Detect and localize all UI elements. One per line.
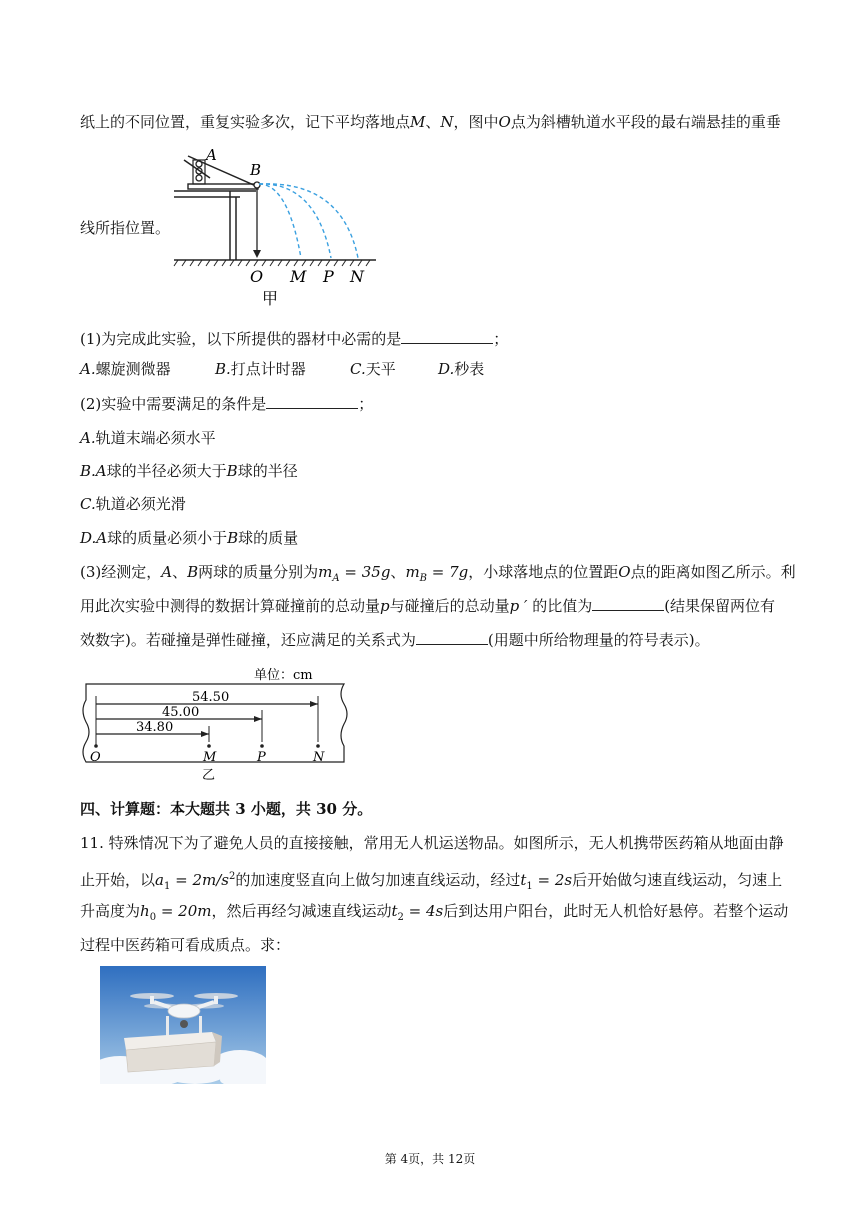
text: 11. 特殊情况下为了避免人员的直接接触，常用无人机运送物品。如图所示，无人机携带医药箱从地面由静: [80, 834, 784, 852]
question-3-line-1: (3)经测定，A、B两球的质量分别为$m_A = 35g$、$m_B = 7g$，小球落地点的位置距O点的距离如图乙所示。利: [80, 563, 796, 584]
sub: 1: [526, 881, 533, 892]
option-text: 打点计时器: [230, 360, 306, 378]
label-n: N: [313, 750, 325, 765]
option-d[interactable]: [438, 360, 484, 378]
text: 过程中医药箱可看成质点。求：: [80, 936, 291, 954]
page-number: 第 4页，共 12页: [384, 1152, 476, 1166]
question-2-option-b[interactable]: [80, 461, 298, 481]
var-a1: a: [155, 871, 164, 889]
text: 线所指位置。: [80, 219, 171, 237]
label-o: O: [250, 267, 264, 286]
value: = 35g: [339, 563, 391, 581]
text: 后到达用户阳台，此时无人机恰好悬停。若整个运动: [443, 902, 789, 920]
var-mb: m: [405, 563, 420, 581]
value: = 20m: [156, 902, 212, 920]
text: 后开始做匀速直线运动，匀速上: [572, 871, 783, 889]
distance-n: 54.50: [192, 690, 230, 705]
question-1: [80, 329, 508, 349]
text: 升高度为: [80, 902, 141, 920]
option-text: 球的质量: [238, 529, 299, 547]
figure-caption: 乙: [202, 768, 216, 783]
sub: B: [419, 573, 428, 584]
question-3-line-2: [80, 596, 775, 616]
label-n: N: [350, 267, 364, 286]
var-o: O: [498, 113, 511, 131]
answer-blank[interactable]: [592, 596, 664, 611]
label-a: A: [206, 148, 217, 164]
text: 的加速度竖直向上做匀加速直线运动，经过: [235, 871, 521, 889]
var: B: [226, 462, 238, 480]
text: ，然后再经匀减速直线运动: [211, 902, 392, 920]
option-letter: C.: [350, 360, 366, 378]
question-text: (1)为完成此实验，以下所提供的器材中必需的是: [80, 330, 402, 348]
sup: 2: [228, 871, 236, 882]
text: 点为斜槽轨道水平段的最右端悬挂的重垂: [510, 113, 781, 131]
unit-label: 单位：cm: [254, 668, 313, 683]
label-m: M: [290, 267, 307, 286]
option-letter: D.: [438, 360, 455, 378]
option-a[interactable]: [80, 359, 215, 379]
figure-measurement: [76, 664, 356, 784]
label-p: P: [323, 267, 334, 286]
text: 纸上的不同位置，重复实验多次，记下平均落地点: [80, 113, 411, 131]
value: = 7g: [427, 563, 469, 581]
text: 效数字)。若碰撞是弹性碰撞，还应满足的关系式为: [80, 631, 416, 649]
var-ma: m: [318, 563, 333, 581]
option-b[interactable]: [215, 359, 350, 379]
text: ，小球落地点的位置距: [468, 563, 619, 581]
figure-apparatus: [170, 148, 380, 308]
intro-line-1: [80, 112, 781, 132]
var-m: M: [410, 113, 426, 131]
question-2-option-c[interactable]: [80, 494, 186, 514]
var: A: [96, 529, 108, 547]
drone-photo: [100, 966, 266, 1084]
label-o: O: [90, 750, 101, 765]
answer-blank[interactable]: [401, 329, 493, 344]
option-text: 轨道必须光滑: [95, 495, 186, 513]
var: A: [161, 563, 173, 581]
var-n: N: [440, 113, 454, 131]
question-11-line-4: [80, 935, 290, 955]
option-text: 轨道末端必须水平: [95, 429, 216, 447]
option-letter: B.: [215, 360, 231, 378]
value: = 2s: [532, 871, 573, 889]
option-letter: A.: [80, 360, 96, 378]
var-h0: h: [140, 902, 150, 920]
option-text: 秒表: [454, 360, 485, 378]
text: 、: [425, 113, 441, 131]
var-p-prime: p ′: [509, 597, 528, 615]
sub: A: [332, 573, 340, 584]
text: (结果保留两位有: [664, 597, 776, 615]
question-11-line-3: [80, 901, 788, 928]
question-2: [80, 394, 373, 414]
option-text: 球的半径必须大于: [106, 462, 227, 480]
option-text: 天平: [365, 360, 396, 378]
text: (用题中所给物理量的符号表示)。: [487, 631, 710, 649]
figure-caption: 甲: [262, 289, 279, 308]
label-p: P: [257, 750, 266, 765]
question-11-line-1: [80, 833, 784, 853]
text: 止开始，以: [80, 871, 156, 889]
var: O: [618, 563, 631, 581]
text: 用此次实验中测得的数据计算碰撞前的总动量: [80, 597, 381, 615]
option-letter: D.: [80, 529, 97, 547]
option-text: 球的质量必须小于: [107, 529, 228, 547]
text: ；: [358, 395, 374, 413]
intro-line-2: [80, 218, 170, 238]
answer-blank[interactable]: [266, 394, 358, 409]
section-title: [80, 799, 372, 819]
page-footer: [0, 1150, 860, 1167]
text: 点的距离如图乙所示。利: [630, 563, 796, 581]
var: B: [227, 529, 239, 547]
distance-p: 45.00: [162, 705, 200, 720]
sub: 0: [149, 912, 157, 923]
var: B: [187, 563, 199, 581]
text: 两球的质量分别为: [198, 563, 319, 581]
value: = 2m/s: [170, 871, 229, 889]
option-letter: C.: [80, 495, 96, 513]
sub: 2: [397, 912, 404, 923]
question-11-line-2: [80, 867, 782, 897]
var-t2: t: [391, 902, 398, 920]
answer-blank[interactable]: [416, 630, 488, 645]
label-m: M: [203, 750, 217, 765]
text: 四、计算题：本大题共 3 小题，共 30 分。: [80, 800, 373, 818]
question-2-option-a[interactable]: [80, 428, 216, 448]
question-text: (2)实验中需要满足的条件是: [80, 395, 267, 413]
option-text: 螺旋测微器: [95, 360, 171, 378]
question-2-option-d[interactable]: [80, 528, 298, 548]
label-b: B: [250, 161, 262, 179]
text: (3)经测定，: [80, 563, 162, 581]
option-letter: B.: [80, 462, 96, 480]
text: ，图中: [453, 113, 499, 131]
var-t1: t: [520, 871, 527, 889]
text: 与碰撞后的总动量: [389, 597, 510, 615]
value: = 4s: [403, 902, 444, 920]
text: ；: [493, 330, 509, 348]
distance-m: 34.80: [136, 720, 174, 735]
option-c[interactable]: [350, 359, 438, 379]
question-1-options: [80, 359, 484, 379]
option-letter: A.: [80, 429, 96, 447]
var-p: p: [380, 597, 390, 615]
sub: 1: [163, 881, 171, 892]
question-3-line-3: [80, 630, 710, 650]
var: A: [95, 462, 107, 480]
option-text: 球的半径: [237, 462, 298, 480]
text: 的比值为: [527, 597, 593, 615]
